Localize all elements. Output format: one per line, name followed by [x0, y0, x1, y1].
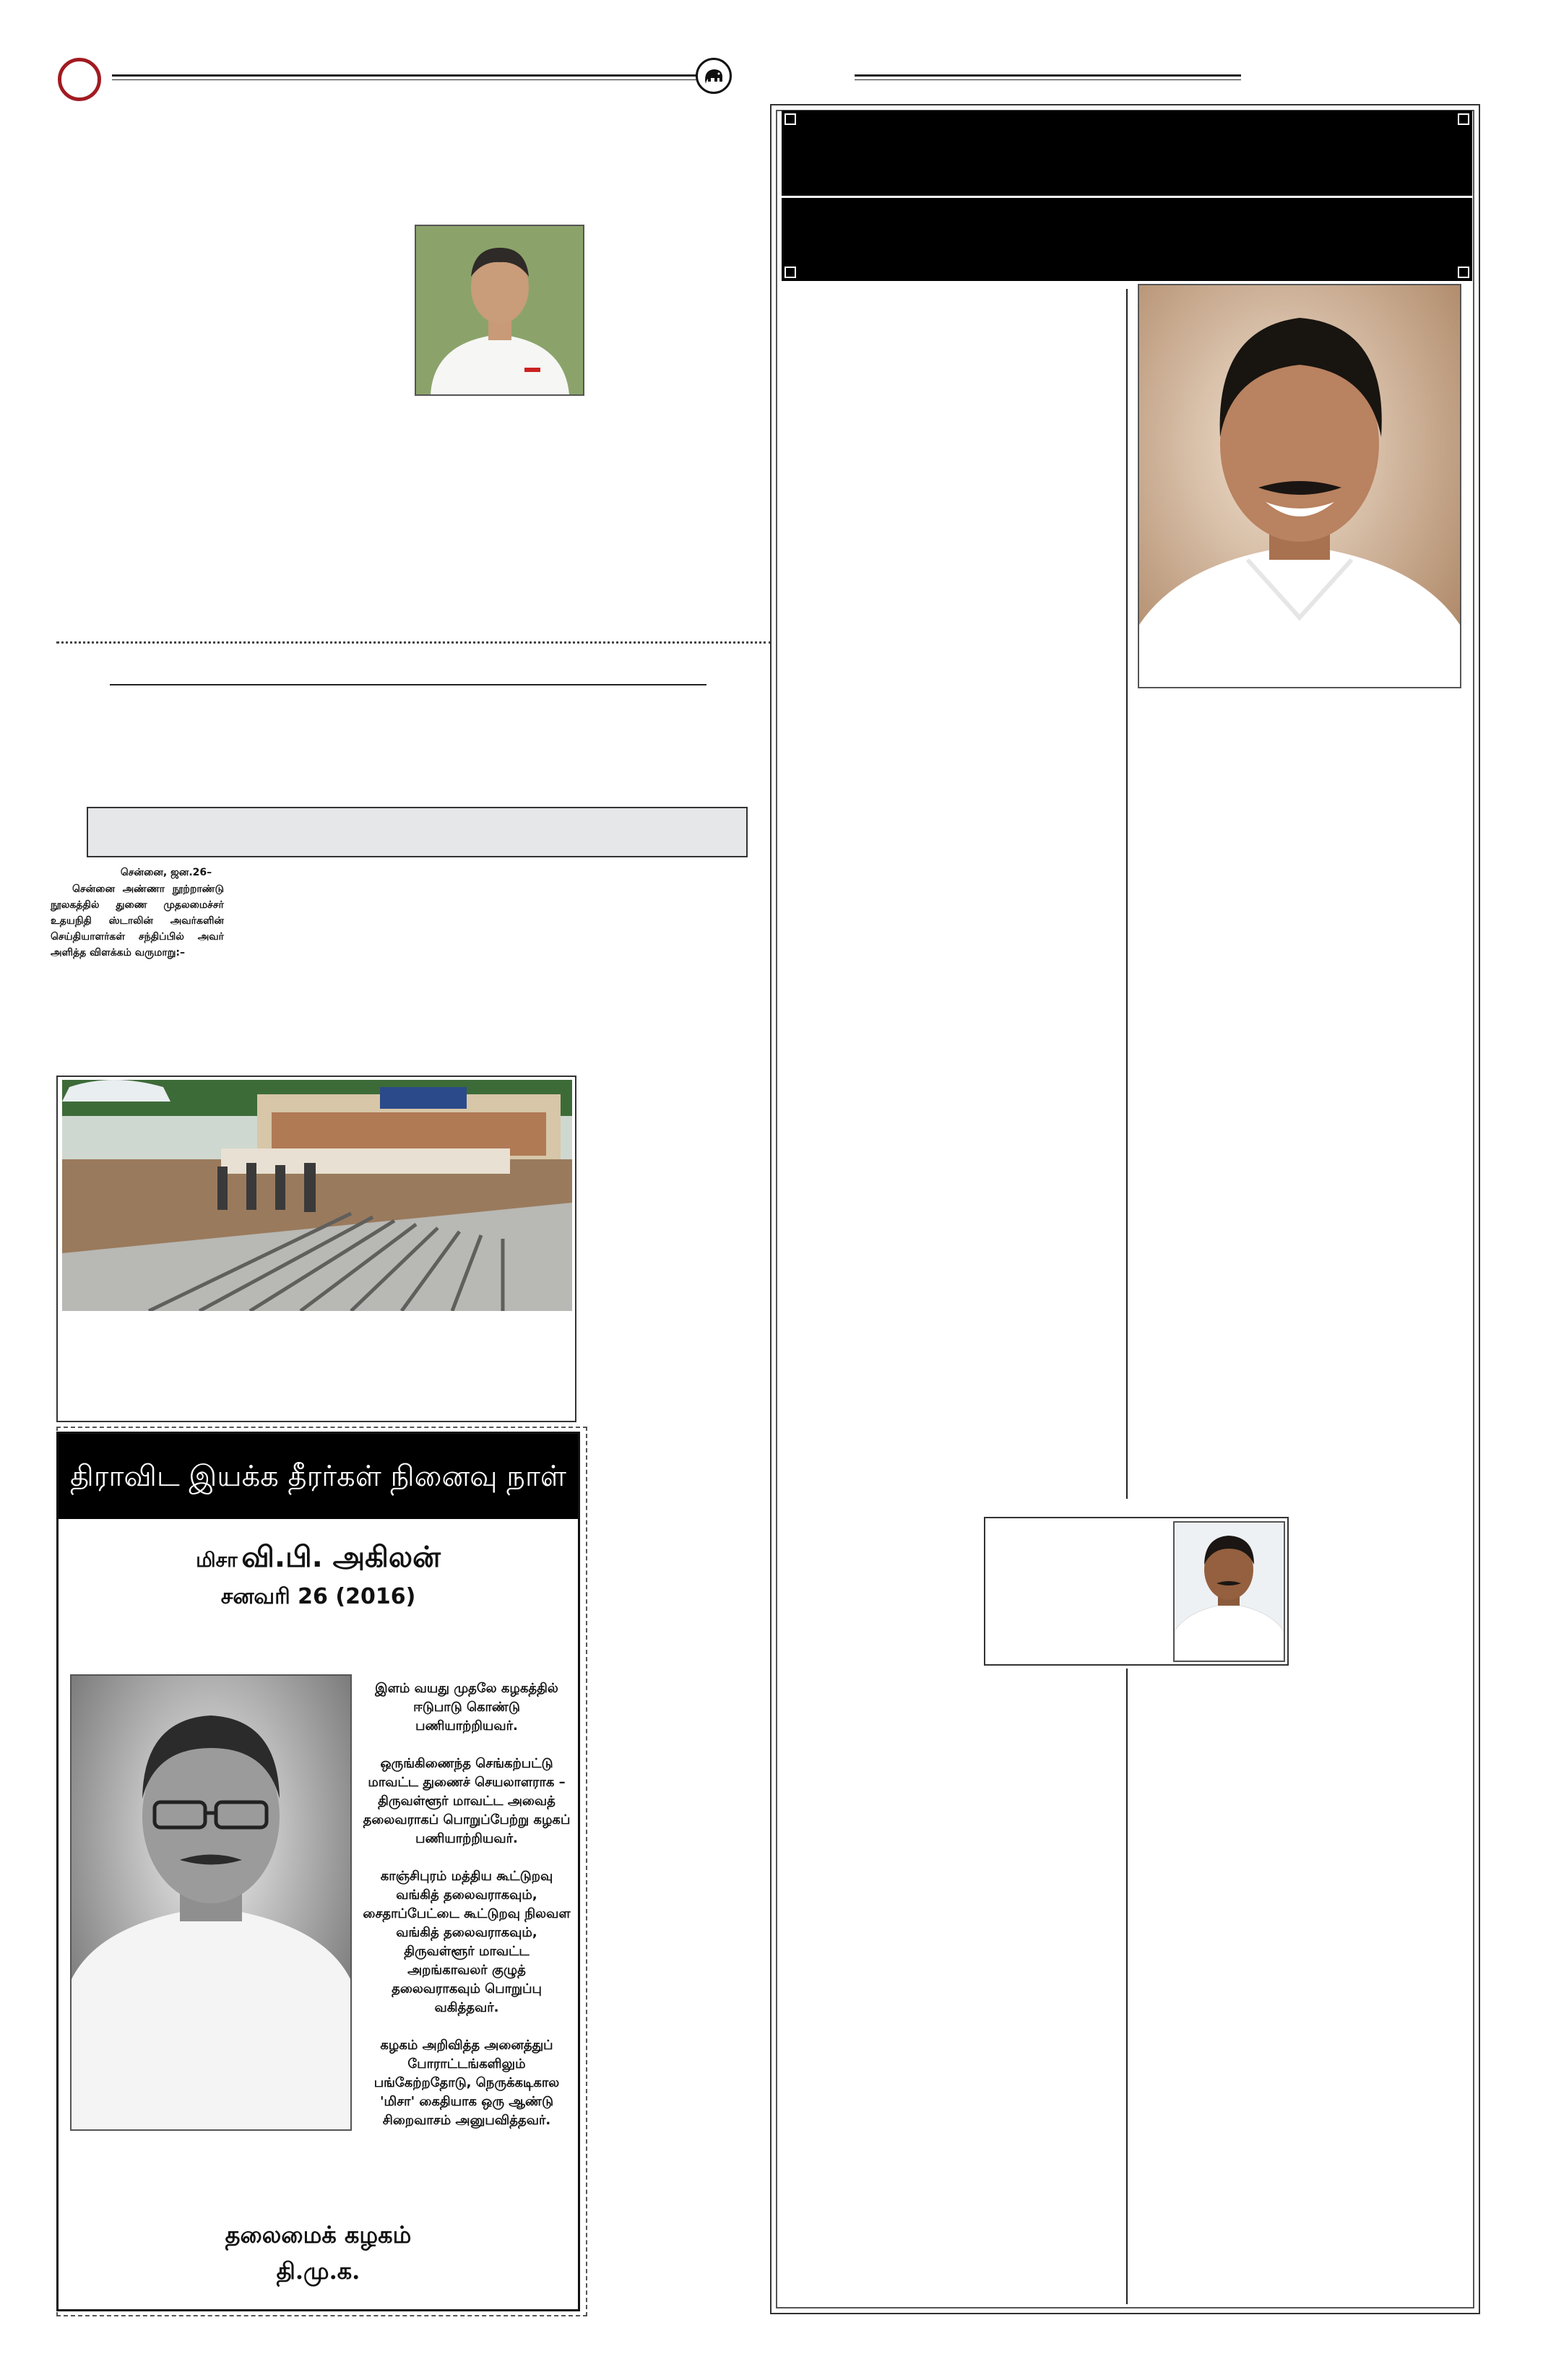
banner-corner-bl — [785, 267, 796, 278]
headline-rule — [110, 684, 706, 685]
banner-divider — [782, 196, 1472, 198]
header-rule-right-thin — [855, 79, 1241, 80]
memorial-footer-line-1: தலைமைக் கழகம் — [225, 2221, 412, 2249]
banner-corner-tl — [785, 113, 796, 125]
memorial-portrait-photo — [70, 1674, 352, 2131]
right-column-divider-lower — [1126, 1669, 1128, 2304]
memorial-name-line — [59, 1541, 578, 1578]
inset-portrait-photo — [1173, 1521, 1285, 1662]
portrait-photo-stalin — [1138, 284, 1461, 688]
banner-corner-br — [1458, 267, 1469, 278]
banner-corner-tr — [1458, 113, 1469, 125]
memorial-bio-para-2: ஒருங்கிணைந்த செங்கற்பட்டு மாவட்ட துணைச் செயலாளராக – திருவள்ளூர் மாவட்ட அவைத் தலைவராகப் பொறுப்பேற்று கழகப் பணியாற்றியவர். — [363, 1756, 571, 1846]
memorial-notice — [56, 1432, 580, 2311]
elephant-seal-icon — [696, 58, 732, 94]
news-dateline: சென்னை, ஜன.26– — [120, 867, 212, 878]
strapline-box — [87, 807, 748, 857]
memorial-banner-title: திராவிட இயக்க தீரர்கள் நினைவு நாள் — [70, 1460, 566, 1493]
right-column-divider-upper — [1126, 289, 1128, 1499]
section-divider-dotted — [56, 641, 772, 644]
memorial-name: வி.பி. அகிலன் — [241, 1541, 441, 1574]
header-rule-left — [112, 74, 697, 77]
header-rule-left-thin — [112, 79, 697, 80]
memorial-footer-line-2: தி.மு.க. — [276, 2257, 360, 2285]
memorial-bio-para-3: காஞ்சிபுரம் மத்திய கூட்டுறவு வங்கித் தலைவராகவும், சைதாப்பேட்டை கூட்டுறவு நிலவள வங்கித் தலைவராகவும், திருவள்ளூர் மாவட்ட அறங்காவலர் குழுத் தலைவராகவும் பொறுப்பு வகித்தவர். — [363, 1869, 571, 2015]
memorial-bio-para-4: கழகம் அறிவித்த அனைத்துப் போராட்டங்களிலும் பங்கேற்றதோடு, நெருக்கடிகால 'மிசா' கைதியாக ஒரு ஆண்டு சிறைவாசம் அனுபவித்தவர். — [373, 2038, 560, 2128]
memorial-name-prefix: மிசா — [196, 1548, 238, 1572]
portrait-photo-chidambaram — [415, 225, 584, 396]
news-body: சென்னை அண்ணா நூற்றாண்டு நூலகத்தில் துணை முதலமைச்சர் உதயநிதி ஸ்டாலின் அவர்களின் செய்தியாளர்கள் சந்திப்பில் அவர் அளித்த விளக்கம் வருமாறு:– — [51, 883, 224, 959]
memorial-date: சனவரி 26 (2016) — [220, 1584, 416, 1609]
memorial-bio — [362, 1679, 571, 2149]
right-headline-banner — [782, 111, 1472, 281]
header-rule-right — [855, 74, 1241, 77]
memorial-bio-para-1: இளம் வயது முதலே கழகத்தில் ஈடுபாடு கொண்டு பணியாற்றியவர். — [375, 1681, 558, 1734]
header-circle-icon — [58, 58, 101, 101]
temple-tank-photo — [62, 1080, 572, 1311]
memorial-banner — [59, 1434, 578, 1519]
